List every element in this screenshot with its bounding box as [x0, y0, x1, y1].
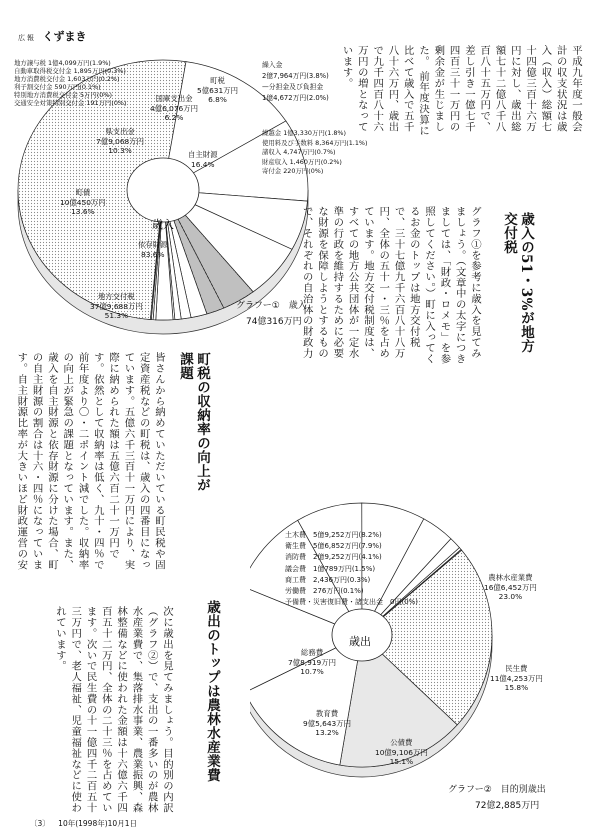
- legend-row: 自動車取得税交付金 1,895万円(0.3%): [14, 67, 126, 75]
- article2-heading: 歳入の51・3%が地方交付税: [501, 212, 534, 354]
- label-jishu: 自主財源 16.4%: [188, 150, 218, 169]
- label-kokko: 国庫支出金 4億6,076万円 6.2%: [150, 94, 199, 122]
- expenditure-center-label: 歳出: [349, 635, 371, 648]
- legend-row: 議会費 1億789万円(1.5%): [285, 564, 376, 573]
- expenditure-caption: グラフー② 目的別歳出: [448, 785, 546, 795]
- label-ken: 県支出金 7億9,068万円 10.3%: [96, 127, 145, 155]
- revenue-caption: グラフー① 歳入: [236, 301, 307, 311]
- legend-row: 予備費・災害復旧費・諸支出金 0円(0%): [285, 598, 419, 607]
- intro-text: 平成九年度一般会計の収支状況は歳入（収入）総額七十四億三百十六万円に対し、歳出総額七十二億八千八百八十五万円で、差し引き一億七千四百三十一万円の剰余金が生じました。 前年度決算に比べて歳入で五千八十六万円、歳出で九千四百八十六万円の増となっています。: [340, 45, 582, 137]
- issue-date: 10年(1998年)10月1日: [58, 819, 137, 828]
- label-kosai: 公債費 10億9,106万円 15.1%: [375, 738, 428, 766]
- legend-row: 労働費 276万円(0.1%): [285, 587, 364, 596]
- legend-row: 衛生費 5億6,852万円(7.9%): [285, 542, 382, 551]
- expenditure-legend: [285, 530, 418, 608]
- article4-body: 次に歳出を見てみましょう。目的別の内訳（グラフ②）で、支出の一番多いのが農林水産業費で、集落排水事業、農業振興、森林整備などに使われた金額は十六億六千四百五十二万円、全体の二十三％を占めています。次いで民生費の十一億四千二百五十三万円で、老人福祉、児童福祉などに使われています。: [53, 606, 173, 814]
- legend-row: 商工費 2,436万円(0.3%): [285, 575, 371, 584]
- legend-row: 地方譲与税 1億4,099万円(1.9%): [14, 59, 111, 67]
- legend-row: 消防費 2億9,252万円(4.1%): [285, 553, 382, 562]
- article4-heading: 歳出のトップは農林水産業費: [204, 600, 220, 782]
- legend-row: 地方消費税交付金 1,603万円(0.2%): [14, 75, 120, 83]
- masthead-title: くずまき: [42, 30, 87, 43]
- footer: [30, 818, 137, 829]
- label-kyoiku: 教育費 9億5,643万円 13.2%: [303, 709, 352, 737]
- label-chouzei: 町税 5億631万円 6.8%: [197, 76, 238, 104]
- article2-body: グラフ①を参考に歳入を見てみましょう。（文章中の太字につきましては、「財政・ロメモ」を参照してください。）町に入ってくるお金のトップは地方交付税で、三十七億九千六百八十八万円、全体の五十一・三％を占めています。地方交付税制度は、すべての地方公共団体が一定水準の行政を維持するために必要な財源を保障しようとするもので、それぞれの自治体の財政力: [300, 206, 481, 365]
- label-norin: 農林水産業費 16億6,452万円 23.0%: [484, 573, 537, 601]
- expenditure-total: 72億2,885万円: [475, 801, 540, 811]
- legend-row: 土木費 5億9,252万円(8.2%): [285, 531, 382, 539]
- revenue-small-legend: [14, 59, 126, 107]
- masthead-prefix: 広報: [18, 34, 36, 42]
- article3-heading: 町税の収納率の向上が課題: [177, 352, 210, 492]
- revenue-legend-bottom: 繰越金 1億3,330万円(1.8%) 使用料及び手数料 8,364万円(1.1%) 諸収入 4,747万円(0.7%) 財産収入 1,460万円(0.2%) 寄付金 220万円(0%): [262, 129, 368, 175]
- label-izon: 依存財源 83.6%: [138, 240, 168, 259]
- legend-row: 特別地方消費税交付金 5万円(0%): [14, 91, 112, 99]
- article2-body-cont: [210, 350, 585, 460]
- legend-row: 利子割交付金 590万円(0.1%): [14, 83, 101, 91]
- legend-row: 交通安全対策特別交付金 191万円(0%): [14, 99, 127, 107]
- revenue-legend-top: 繰入金 2億7,964万円(3.8%) —分担金及び負担金 1億4,672万円(2.0%): [262, 61, 329, 102]
- label-chousai: 町債 10億450万円 13.6%: [60, 188, 106, 216]
- label-somu: 総務費 7億8,919万円 10.7%: [288, 648, 337, 676]
- page-number: 〔3〕: [30, 819, 50, 828]
- label-kofuzei: 地方交付税 37億9,688万円 51.3%: [90, 292, 143, 320]
- label-minsei: 民生費 11億4,253万円 15.8%: [490, 664, 543, 692]
- revenue-total: 74億316万円: [246, 317, 302, 327]
- article3-body: 皆さんから納めていただいている町民税や固定資産税などの町税は、歳入の四番目になっています。五億六千三百十一万円により、実際に納められた額は五億六百二十一万円です。依然として収納率は低く、九十・四％で前年度より〇・二ポイント減でした。収納率の向上が緊急の課題となっています。また、歳入を自主財源と依存財源に分けた場合、町の自主財源の割合は十六・四％になっています。自主財源比率が大きいほど財政運営の安: [15, 352, 165, 570]
- revenue-center-label: 歳入: [152, 218, 174, 231]
